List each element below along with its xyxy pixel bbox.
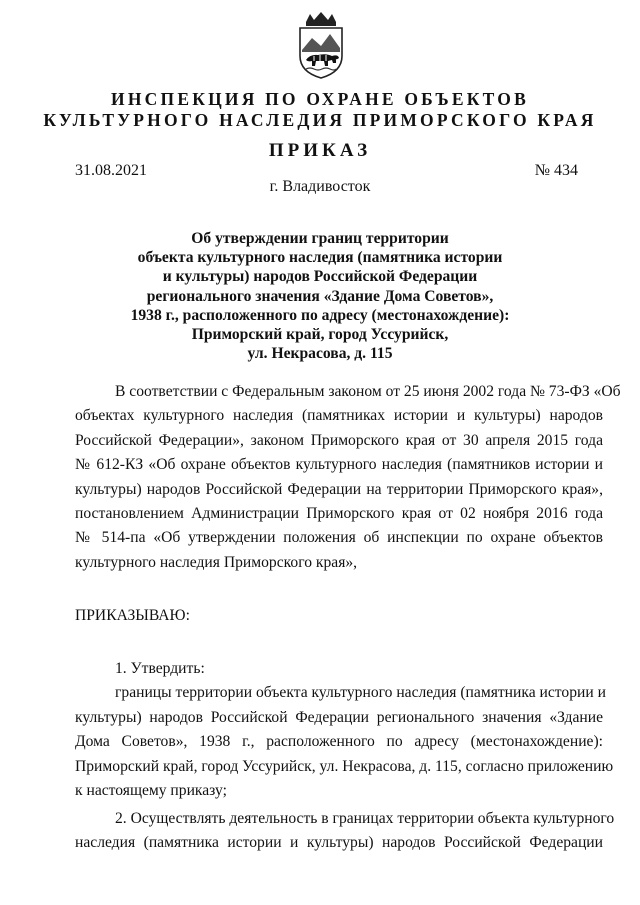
paragraph-line: В соответствии с Федеральным законом от 25 июня 2002 года № 73-ФЗ «Об [115,383,621,400]
organization-name-line-1: ИНСПЕКЦИЯ ПО ОХРАНЕ ОБЪЕКТОВ [111,89,529,109]
primorsky-coat-of-arms-emblem [292,10,350,80]
paragraph-line: наследия (памятника истории и культуры) народов Российской Федерации [75,834,603,852]
paragraph-line: Дома Советов», 1938 г., расположенного по адресу (местонахождение): [75,733,603,751]
document-city: г. Владивосток [269,178,371,195]
paragraph-line: Приморский край, город Уссурийск, ул. Некрасова, д. 115, согласно приложению [75,757,614,775]
organization-name-line-2: КУЛЬТУРНОГО НАСЛЕДИЯ ПРИМОРСКОГО КРАЯ [43,110,597,130]
title-line: 1938 г., расположенного по адресу (местонахождение): [130,306,510,324]
paragraph-line: 2. Осуществлять деятельность в границах территории объекта культурного [115,810,615,827]
paragraph-line: Российской Федерации», законом Приморского края от 30 апреля 2015 года [75,431,603,449]
paragraph-line: № 612-КЗ «Об охране объектов культурного наследия (памятников истории и [75,456,603,474]
paragraph-line: объектах культурного наследия (памятниках истории и культуры) народов [75,407,603,425]
paragraph-line: № 514-па «Об утверждении положения об инспекции по охране объектов [75,529,603,547]
preamble-paragraph [75,380,621,575]
document-date: 31.08.2021 [75,162,147,179]
document-number: № 434 [534,162,578,179]
title-line: объекта культурного наследия (памятника истории [137,249,503,267]
title-line: ул. Некрасова, д. 115 [247,345,393,363]
paragraph-line: постановлением Администрации Приморского края от 02 ноября 2016 года [75,505,603,523]
title-line: Об утверждении границ территории [191,230,449,247]
paragraph-line: культуры) народов Российской Федерации на территории Приморского края», [75,480,603,498]
paragraph-line: культуры) народов Российской Федерации регионального значения «Здание [75,708,603,726]
document-title [60,229,580,363]
document-type-heading: ПРИКАЗ [268,140,372,161]
paragraph-line: 1. Утвердить: [115,660,205,677]
title-line: и культуры) народов Российской Федерации [162,268,478,286]
title-line: регионального значения «Здание Дома Советов», [146,287,494,305]
item-2-paragraph [75,807,615,856]
paragraph-line: границы территории объекта культурного наследия (памятника истории и [115,684,606,702]
paragraph-line: к настоящему приказу; [75,782,227,800]
title-line: Приморский край, город Уссурийск, [191,326,449,344]
item-1-paragraph [75,657,614,803]
order-word: ПРИКАЗЫВАЮ: [75,607,190,624]
paragraph-line: культурного наследия Приморского края», [75,553,358,571]
